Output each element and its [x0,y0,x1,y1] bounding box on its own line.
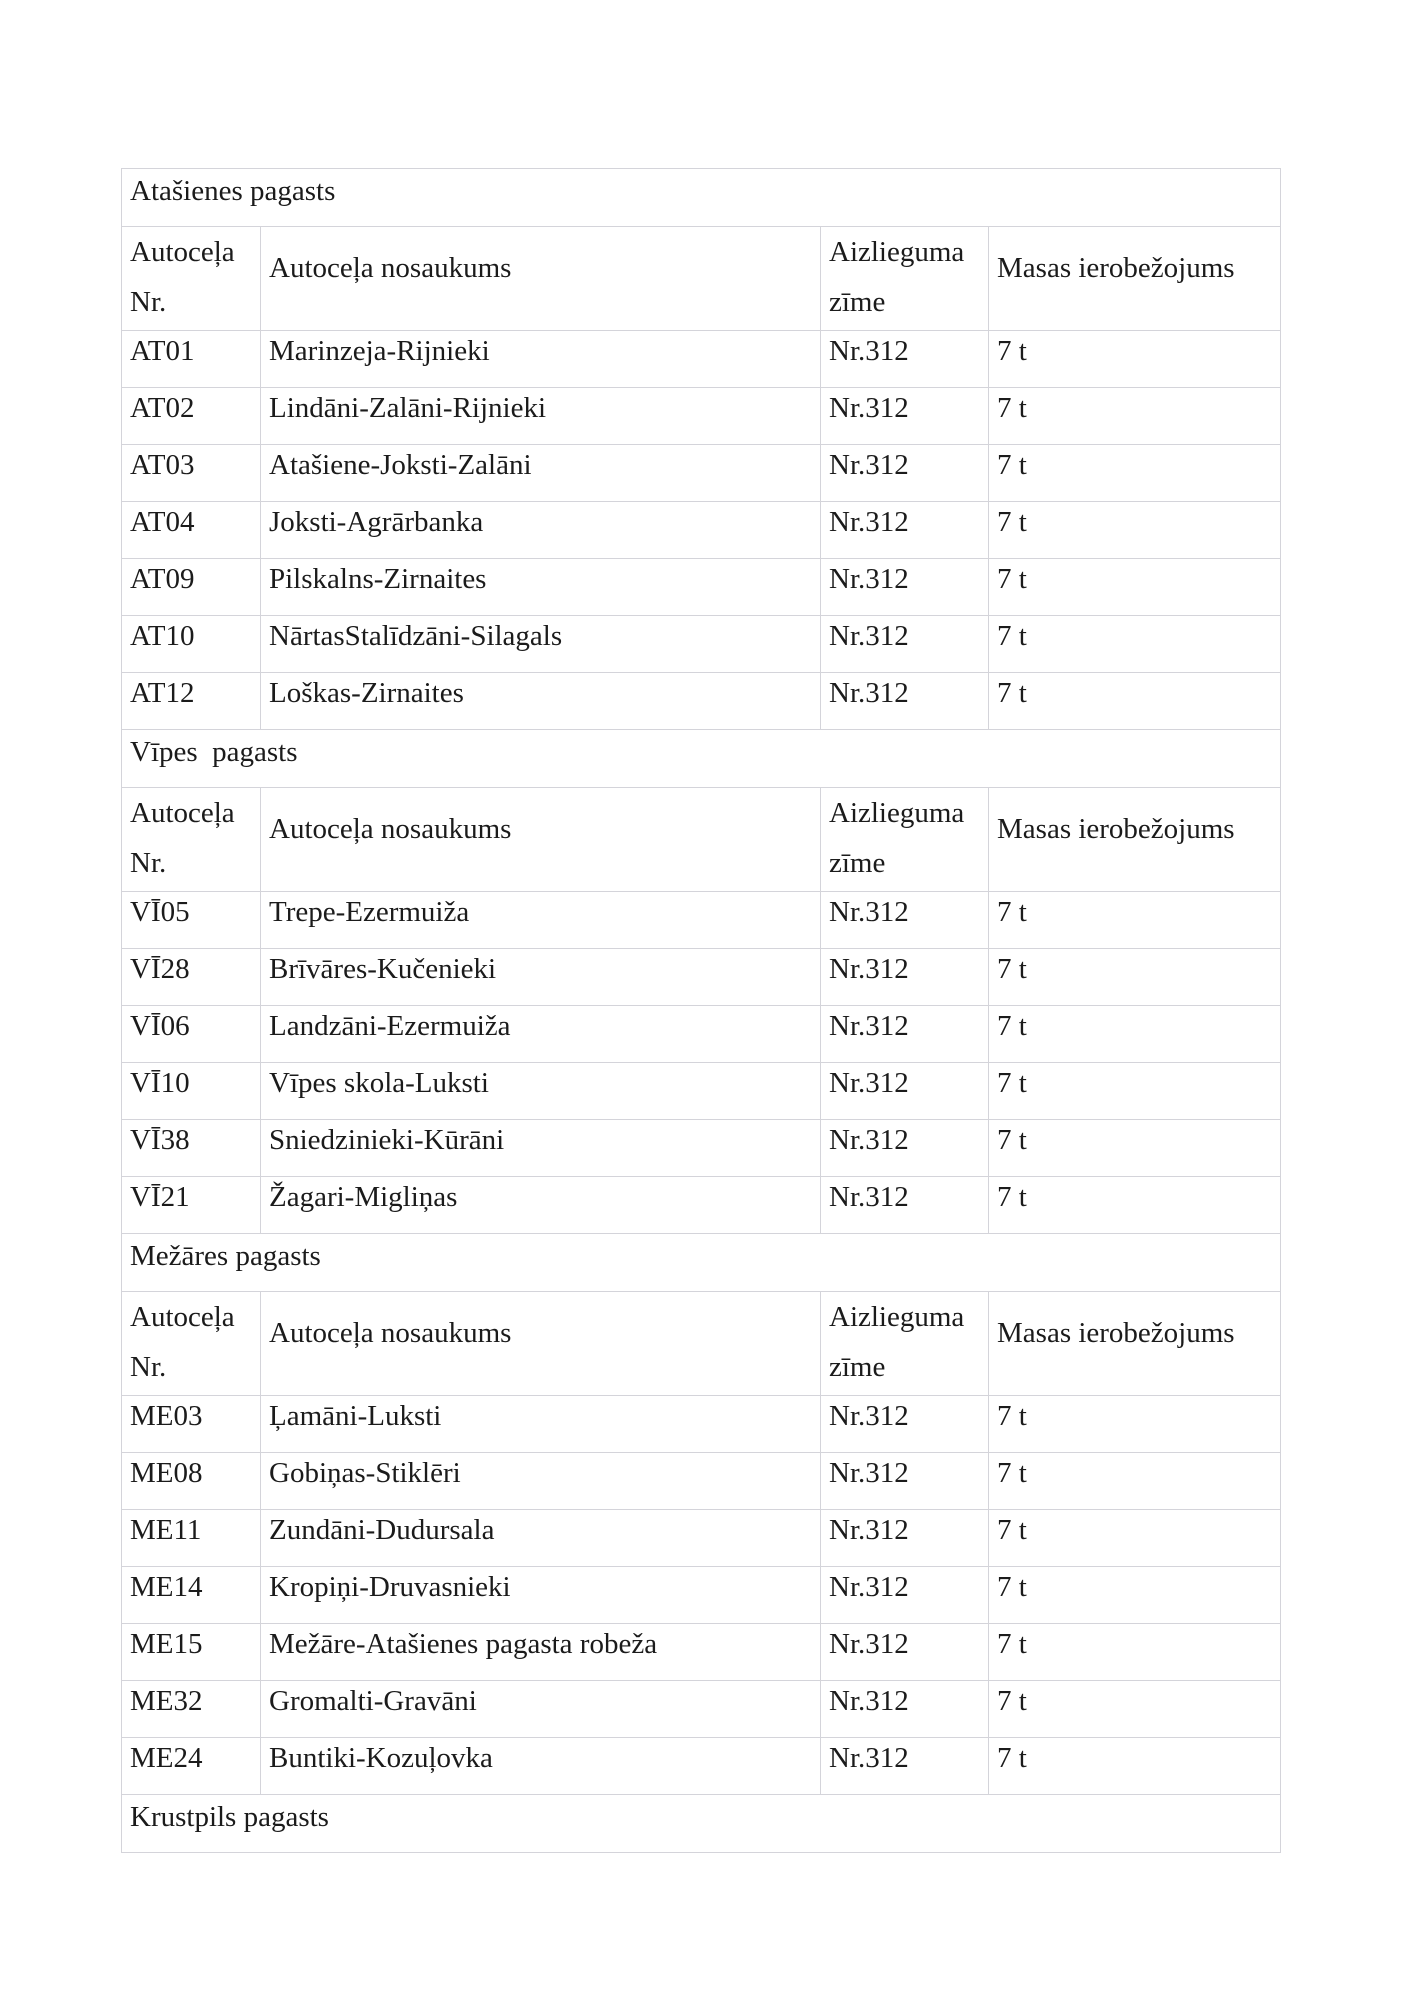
mass-limit-cell: 7 t [989,1567,1281,1624]
column-header-row [122,227,1281,331]
road-name-cell: Ļamāni-Luksti [261,1396,821,1453]
road-number-cell: ME14 [122,1567,261,1624]
column-header-road-number-line2: Nr. [130,847,167,879]
section-title: Vīpes pagasts [122,730,1281,788]
road-number-cell: ME32 [122,1681,261,1738]
table-row [122,1624,1281,1681]
table-body [122,169,1281,1853]
prohibition-sign-cell: Nr.312 [821,1396,989,1453]
road-name-cell: Mežāre-Atašienes pagasta robeža [261,1624,821,1681]
prohibition-sign-cell: Nr.312 [821,1624,989,1681]
road-number-cell: ME15 [122,1624,261,1681]
column-header-mass-limit: Masas ierobežojums [989,227,1281,331]
table-row [122,1063,1281,1120]
table-row [122,502,1281,559]
prohibition-sign-cell: Nr.312 [821,331,989,388]
column-header-road-number [122,788,261,892]
table-row [122,616,1281,673]
section-title: Mežāres pagasts [122,1234,1281,1292]
prohibition-sign-cell: Nr.312 [821,502,989,559]
road-number-cell: VĪ28 [122,949,261,1006]
column-header-prohibition-sign [821,788,989,892]
road-number-cell: AT10 [122,616,261,673]
road-number-cell: ME24 [122,1738,261,1795]
table-row [122,445,1281,502]
prohibition-sign-cell: Nr.312 [821,1510,989,1567]
road-number-cell: AT03 [122,445,261,502]
mass-limit-cell: 7 t [989,1453,1281,1510]
column-header-road-name: Autoceļa nosaukums [261,1292,821,1396]
table-row [122,1006,1281,1063]
road-name-cell: Sniedzinieki-Kūrāni [261,1120,821,1177]
mass-limit-cell: 7 t [989,1396,1281,1453]
table-row [122,1510,1281,1567]
road-number-cell: AT02 [122,388,261,445]
column-header-road-name: Autoceļa nosaukums [261,788,821,892]
mass-limit-cell: 7 t [989,892,1281,949]
mass-limit-cell: 7 t [989,616,1281,673]
road-name-cell: Buntiki-Kozuļovka [261,1738,821,1795]
prohibition-sign-cell: Nr.312 [821,1681,989,1738]
section-title: Krustpils pagasts [122,1795,1281,1853]
column-header-road-number-line2: Nr. [130,1351,167,1383]
road-name-cell: NārtasStalīdzāni-Silagals [261,616,821,673]
prohibition-sign-cell: Nr.312 [821,388,989,445]
table-row [122,1567,1281,1624]
prohibition-sign-cell: Nr.312 [821,1738,989,1795]
mass-limit-cell: 7 t [989,1063,1281,1120]
road-name-cell: Brīvāres-Kučenieki [261,949,821,1006]
table-row [122,892,1281,949]
mass-limit-cell: 7 t [989,502,1281,559]
column-header-mass-limit: Masas ierobežojums [989,1292,1281,1396]
section-title: Atašienes pagasts [122,169,1281,227]
column-header-prohibition-sign [821,227,989,331]
prohibition-sign-cell: Nr.312 [821,1177,989,1234]
column-header-road-number-line1: Autoceļa [130,236,235,268]
column-header-prohibition-sign [821,1292,989,1396]
table-row [122,559,1281,616]
mass-limit-cell: 7 t [989,949,1281,1006]
prohibition-sign-cell: Nr.312 [821,949,989,1006]
prohibition-sign-cell: Nr.312 [821,1006,989,1063]
road-number-cell: AT04 [122,502,261,559]
column-header-road-number [122,227,261,331]
road-name-cell: Atašiene-Joksti-Zalāni [261,445,821,502]
road-number-cell: ME03 [122,1396,261,1453]
road-weight-restrictions-table [121,168,1281,1853]
prohibition-sign-cell: Nr.312 [821,1567,989,1624]
mass-limit-cell: 7 t [989,1510,1281,1567]
column-header-road-number-line1: Autoceļa [130,1301,235,1333]
road-name-cell: Pilskalns-Zirnaites [261,559,821,616]
prohibition-sign-cell: Nr.312 [821,616,989,673]
prohibition-sign-cell: Nr.312 [821,892,989,949]
column-header-road-number [122,1292,261,1396]
column-header-prohibition-sign-line1: Aizlieguma [829,236,965,268]
road-name-cell: Marinzeja-Rijnieki [261,331,821,388]
table-row [122,949,1281,1006]
road-name-cell: Lindāni-Zalāni-Rijnieki [261,388,821,445]
road-name-cell: Gobiņas-Stiklēri [261,1453,821,1510]
mass-limit-cell: 7 t [989,1177,1281,1234]
column-header-prohibition-sign-line1: Aizlieguma [829,1301,965,1333]
road-number-cell: AT01 [122,331,261,388]
table-row [122,1738,1281,1795]
table-row [122,1396,1281,1453]
column-header-prohibition-sign-line2: zīme [829,286,886,318]
road-number-cell: VĪ10 [122,1063,261,1120]
road-number-cell: AT12 [122,673,261,730]
mass-limit-cell: 7 t [989,331,1281,388]
mass-limit-cell: 7 t [989,1738,1281,1795]
section-header-row [122,1234,1281,1292]
column-header-mass-limit: Masas ierobežojums [989,788,1281,892]
column-header-road-number-line2: Nr. [130,286,167,318]
table-row [122,1177,1281,1234]
table-row [122,1453,1281,1510]
road-name-cell: Landzāni-Ezermuiža [261,1006,821,1063]
mass-limit-cell: 7 t [989,1681,1281,1738]
column-header-prohibition-sign-line2: zīme [829,847,886,879]
table-row [122,1120,1281,1177]
road-number-cell: VĪ05 [122,892,261,949]
column-header-row [122,1292,1281,1396]
road-number-cell: ME11 [122,1510,261,1567]
road-number-cell: VĪ38 [122,1120,261,1177]
road-name-cell: Trepe-Ezermuiža [261,892,821,949]
mass-limit-cell: 7 t [989,1120,1281,1177]
column-header-road-name: Autoceļa nosaukums [261,227,821,331]
mass-limit-cell: 7 t [989,1624,1281,1681]
road-number-cell: VĪ06 [122,1006,261,1063]
column-header-row [122,788,1281,892]
road-name-cell: Joksti-Agrārbanka [261,502,821,559]
road-name-cell: Loškas-Zirnaites [261,673,821,730]
road-name-cell: Vīpes skola-Luksti [261,1063,821,1120]
mass-limit-cell: 7 t [989,388,1281,445]
section-header-row [122,730,1281,788]
prohibition-sign-cell: Nr.312 [821,1453,989,1510]
road-number-cell: AT09 [122,559,261,616]
column-header-prohibition-sign-line1: Aizlieguma [829,797,965,829]
road-name-cell: Zundāni-Dudursala [261,1510,821,1567]
road-name-cell: Kropiņi-Druvasnieki [261,1567,821,1624]
table-row [122,331,1281,388]
road-number-cell: VĪ21 [122,1177,261,1234]
mass-limit-cell: 7 t [989,445,1281,502]
mass-limit-cell: 7 t [989,1006,1281,1063]
table-row [122,1681,1281,1738]
table-row [122,673,1281,730]
mass-limit-cell: 7 t [989,559,1281,616]
prohibition-sign-cell: Nr.312 [821,445,989,502]
section-header-row [122,169,1281,227]
column-header-road-number-line1: Autoceļa [130,797,235,829]
column-header-prohibition-sign-line2: zīme [829,1351,886,1383]
table-row [122,388,1281,445]
prohibition-sign-cell: Nr.312 [821,559,989,616]
road-number-cell: ME08 [122,1453,261,1510]
road-name-cell: Žagari-Migliņas [261,1177,821,1234]
prohibition-sign-cell: Nr.312 [821,673,989,730]
section-header-row [122,1795,1281,1853]
road-name-cell: Gromalti-Gravāni [261,1681,821,1738]
prohibition-sign-cell: Nr.312 [821,1120,989,1177]
mass-limit-cell: 7 t [989,673,1281,730]
prohibition-sign-cell: Nr.312 [821,1063,989,1120]
